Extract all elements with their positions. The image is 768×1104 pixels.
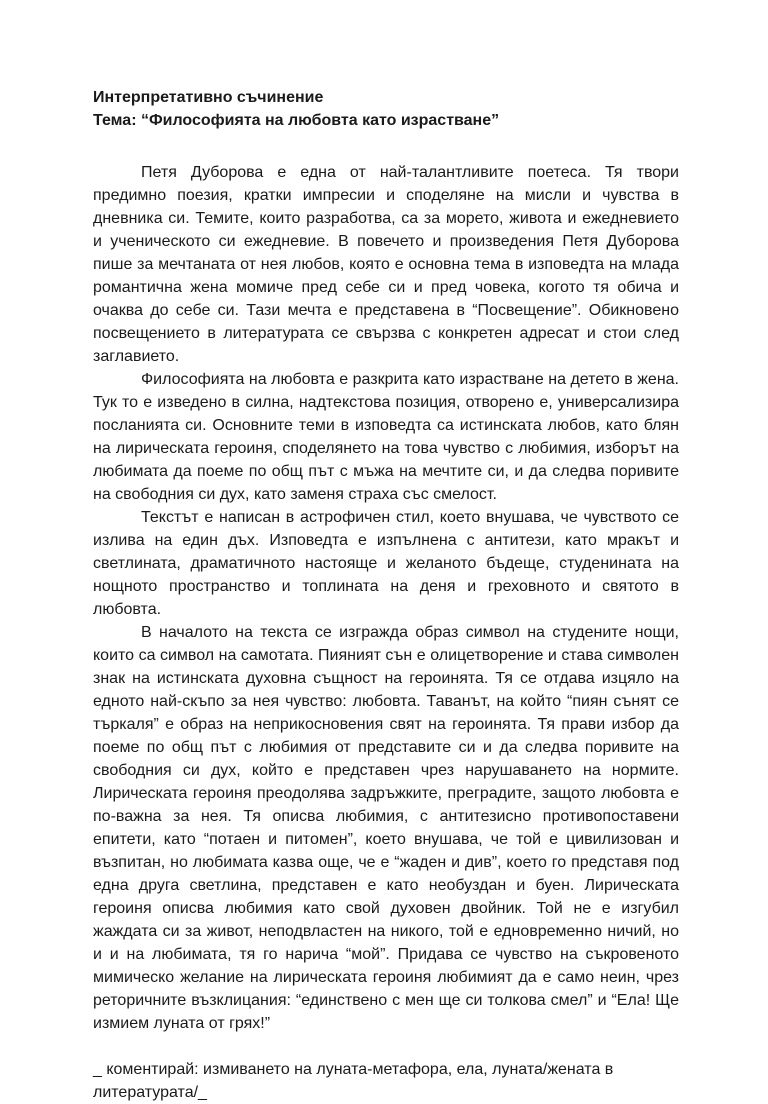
document-page xyxy=(93,86,679,1104)
editor-note: _ коментирай: измиването на луната-метафора, ела, луната/жената в литературата/_ xyxy=(93,1061,614,1101)
body-paragraph: Петя Дуборова е една от най-талантливите поетеса. Тя твори предимно поезия, кратки импресии и споделяне на мисли и чувства в дневника си. Темите, които разработва, са за морето, живота и ежедневието и ученическото си ежедневие. В повечето и произведения Петя Дуборова пише за мечтаната от нея любов, която е основна тема в изповедта на млада романтична жена момиче пред себе си и пред човека, когото тя обича и очаква до себе си. Тази мечта е представена в “Посвещение”. Обикновено посвещението в литературата се свързва с конкретен адресат и стои след заглавието. xyxy=(93,164,679,365)
body-paragraph: В началото на текста се изгражда образ символ на студените нощи, които са символ на самотата. Пияният сън е олицетворение и става символен знак на истинската духовна същност на героинята. Тя се отдава изцяло на едното най-скъпо за нея чувство: любовта. Таванът, на който “пиян сънят се търкаля” е образ на неприкосновения свят на героинята. Тя прави избор да поеме по общ път с любимия от представите си и да следва поривите на свободния си дух, който е представен чрез нарушаването на нормите. Лирическата героиня преодолява задръжките, преградите, защото любовта е по-важна за нея. Тя описва любимия, с антитезисно противопоставени епитети, като “потаен и питомен”, което внушава, че той е цивилизован и възпитан, но любимата казва още, че е “жаден и див”, което го представя под една друга светлина, представен е като необуздан и буен. Лирическата героиня описва любимия като свой духовен двойник. Той не е изгубил жаждата си за живот, неподвластен на никого, той е едновременно ничий, но и и на любимата, тя го нарича “мой”. Придава се чувство на съкровеното мимическо желание на лирическата героиня любимият да е само неин, чрез реторичните възклицания: “единствено с мен ще си толкова смел” и “Ела! Ще измием луната от грях!” xyxy=(93,624,679,1032)
body-paragraph: Философията на любовта е разкрита като израстване на детето в жена. Тук то е изведено в силна, надтекстова позиция, отворено е, универсализира посланията си. Основните теми в изповедта са истинската любов, като блян на лирическата героиня, споделянето на това чувство с любимия, изборът на любимата да поеме по общ път с мъжа на мечтите си, и да следва поривите на свободния си дух, като заменя страха със смелост. xyxy=(93,371,679,503)
body-paragraph: Текстът е написан в астрофичен стил, което внушава, че чувството се излива на един дъх. Изповедта е изпълнена с антитези, като мракът и светлината, драматичното настояще и желаното бъдеще, студенината на нощното пространство и топлината на деня и греховното и святото в любовта. xyxy=(93,509,679,618)
document-type-heading: Интерпретативно съчинение xyxy=(93,89,324,106)
heading-spacer xyxy=(93,132,679,161)
document-topic-heading: Тема: “Философията на любовта като израстване” xyxy=(93,112,500,129)
